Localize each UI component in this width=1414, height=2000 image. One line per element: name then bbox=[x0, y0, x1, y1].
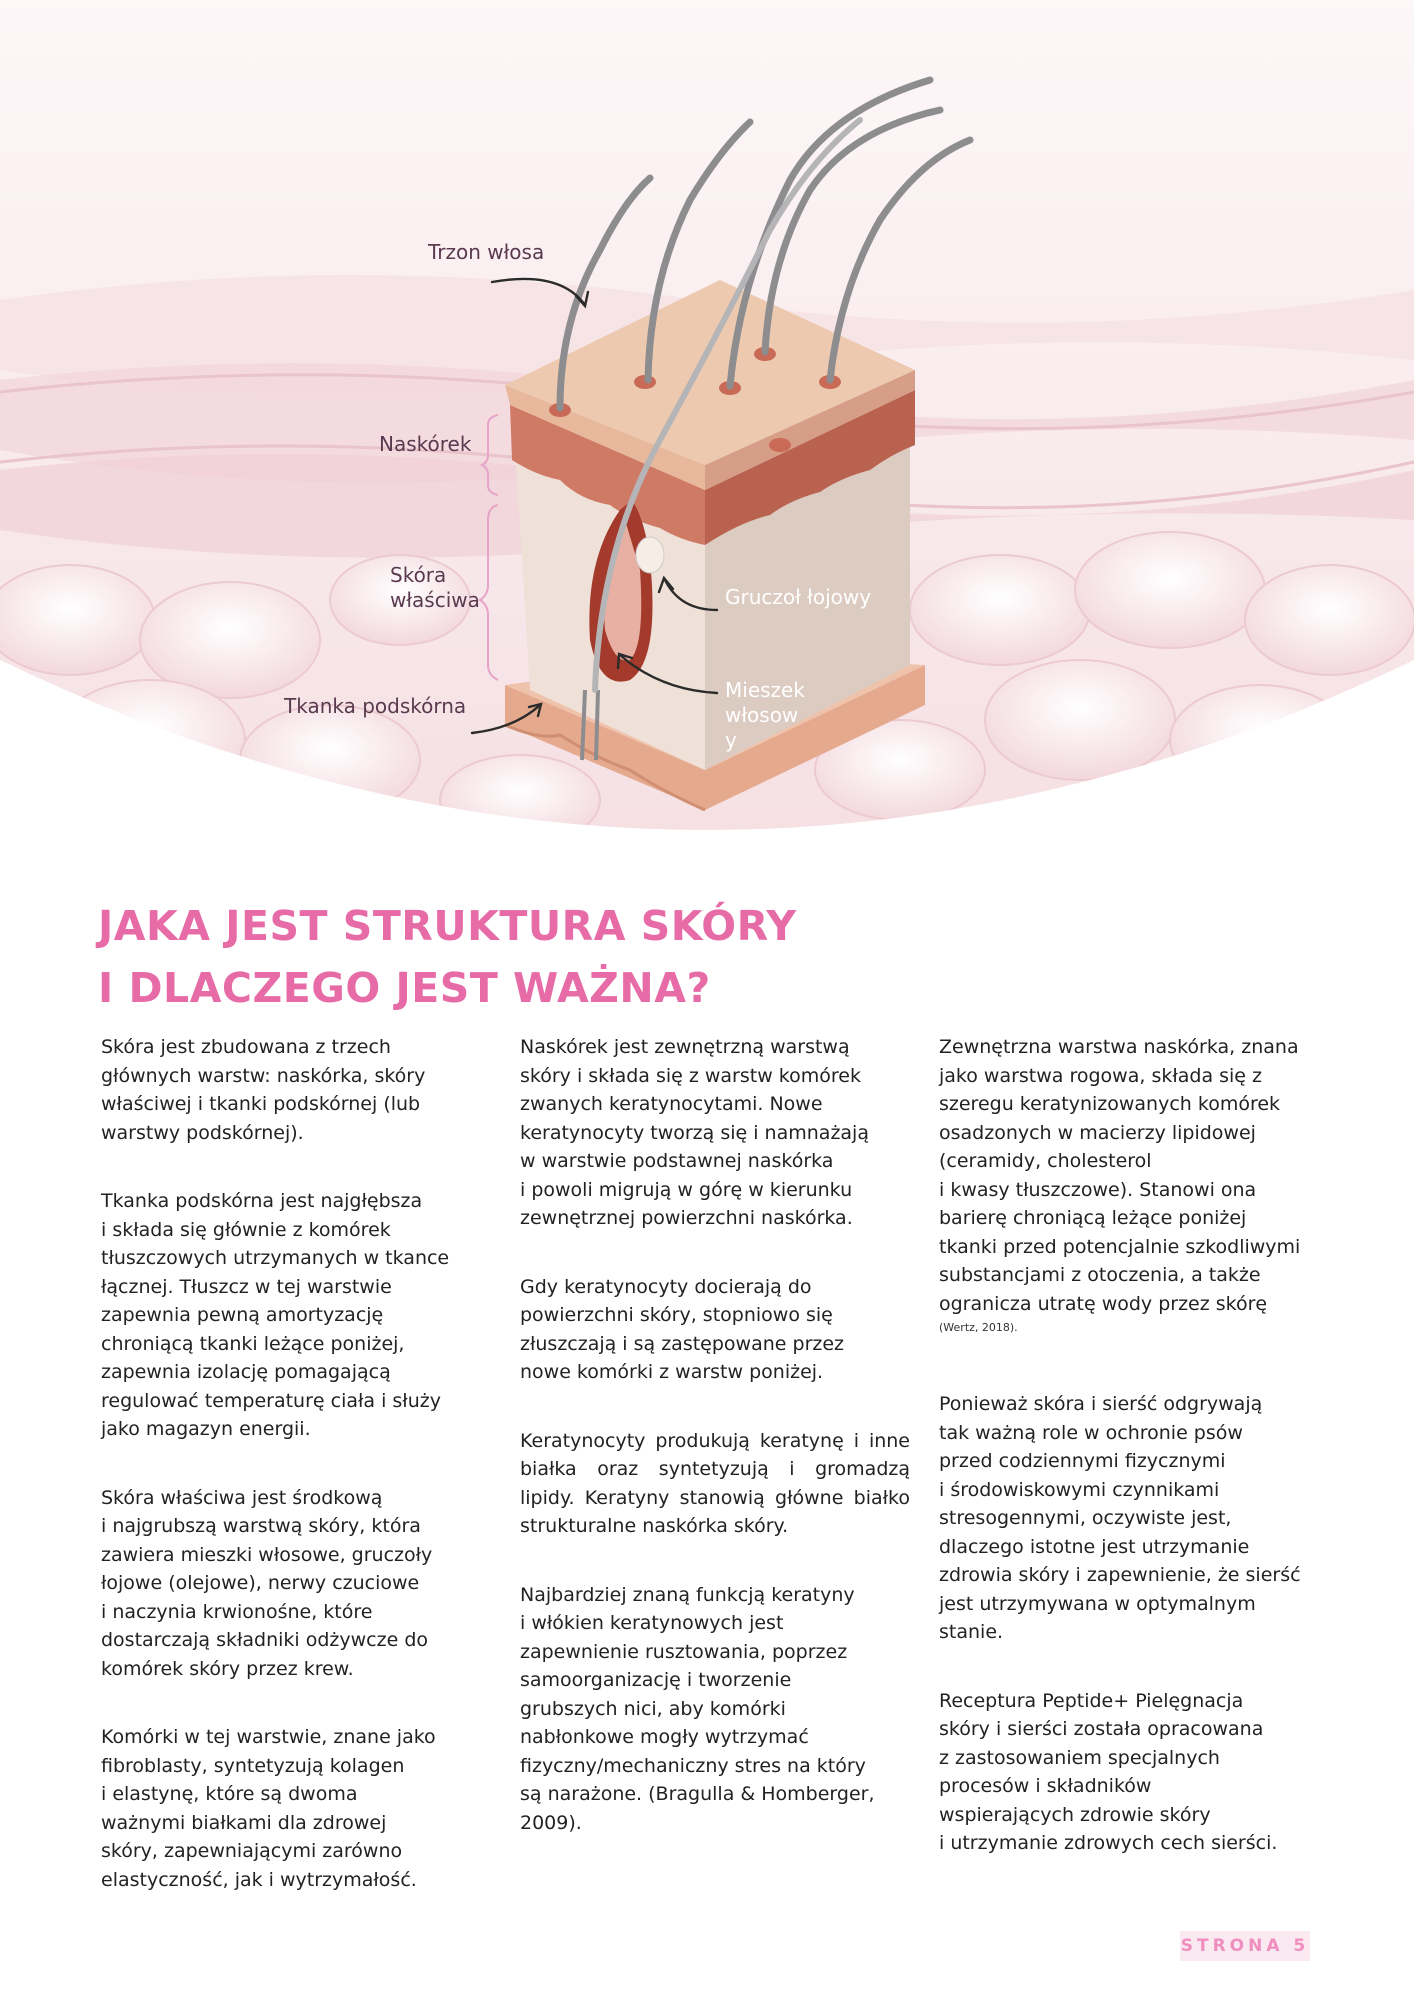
paragraph: Zewnętrzna warstwa naskórka, znana jako warstwa rogowa, składa się z szeregu keratynizowanych komórek osadzonych w macierzy lipidowej (ceramidy, cholesterol i kwasy tłuszczowe). Stanowi ona barierę chroniącą leżące poniżej tkanki przed potencjalnie szkodliwymi substancjami z otoczenia, a także ogranicza utratę wody przez skórę bbox=[939, 1036, 1301, 1315]
paragraph: Gdy keratynocyty docierają do powierzchni skóry, stopniowo się złuszczają i są zastępowane przez nowe komórki z warstw poniżej. bbox=[520, 1275, 845, 1383]
paragraph: Tkanka podskórna jest najgłębsza i składa się głównie z komórek tłuszczowych utrzymanych w tkance łącznej. Tłuszcz w tej warstwie zapewnia pewną amortyzację chroniącą tkanki leżące poniżej, zapewnia izolację pomagającą regulować temperaturę ciała i służy jako magazyn energii. bbox=[101, 1190, 450, 1440]
skin-block bbox=[505, 280, 925, 810]
paragraph: Skóra jest zbudowana z trzech głównych warstw: naskórka, skóry właściwej i tkanki podskórnej (lub warstwy podskórnej). bbox=[101, 1036, 426, 1144]
paragraph: Receptura Peptide+ Pielęgnacja skóry i sierści została opracowana z zastosowaniem specjalnych procesów i składników wspierających zdrowie skóry i utrzymanie zdrowych cech sierści. bbox=[939, 1689, 1278, 1854]
text-column-2 bbox=[520, 1033, 910, 1837]
page-title-line-2: I DLACZEGO JEST WAŻNA? bbox=[98, 964, 711, 1012]
label-dermis: Skóra właściwa bbox=[390, 563, 480, 612]
paragraph: Naskórek jest zewnętrzną warstwą skóry i składa się z warstw komórek zwanych keratynocytami. Nowe keratynocyty tworzą się i namnażają w warstwie podstawnej naskórka i powoli migrują w górę w kierunku zewnętrznej powierzchni naskórka. bbox=[520, 1036, 869, 1229]
paragraph: Skóra właściwa jest środkową i najgrubszą warstwą skóry, która zawiera mieszki włosowe, gruczoły łojowe (olejowe), nerwy czuciowe i naczynia krwionośne, które dostarczają składniki odżywcze do komórek skóry przez krew. bbox=[101, 1486, 433, 1680]
label-epidermis: Naskórek bbox=[379, 432, 472, 456]
paragraph: Keratynocyty produkują keratynę i inne białka oraz syntetyzują i gromadzą lipidy. Keratyny stanowią główne białko strukturalne naskórka skóry. bbox=[520, 1429, 910, 1537]
text-column-3 bbox=[939, 1033, 1349, 1858]
page-title bbox=[98, 895, 998, 1019]
label-hair-shaft: Trzon włosa bbox=[428, 240, 545, 264]
paragraph: Komórki w tej warstwie, znane jako fibroblasty, syntetyzują kolagen i elastynę, które są dwoma ważnymi białkami dla zdrowej skóry, zapewniającymi zarówno elastyczność, jak i wytrzymałość. bbox=[101, 1726, 436, 1891]
label-sebaceous-gland: Gruczoł łojowy bbox=[725, 585, 872, 609]
paragraph: Najbardziej znaną funkcją keratyny i włókien keratynowych jest zapewnienie rusztowania, poprzez samoorganizację i tworzenie grubszych nici, aby komórki nabłonkowe mogły wytrzymać fizyczny/mechaniczny stres na który są narażone. (Bragulla & Homberger, 2009). bbox=[520, 1583, 875, 1834]
citation: (Wertz, 2018). bbox=[939, 1321, 1018, 1334]
skin-structure-illustration bbox=[0, 0, 1414, 870]
page-number-badge: STRONA 5 bbox=[1180, 1931, 1310, 1961]
paragraph: Ponieważ skóra i sierść odgrywają tak ważną role w ochronie psów przed codziennymi fizycznymi i środowiskowymi czynnikami stresogennymi, oczywiste jest, dlaczego istotne jest utrzymanie zdrowia skóry i zapewnienie, że sierść jest utrzymywana w optymalnym stanie. bbox=[939, 1393, 1301, 1643]
page-title-line-1: JAKA JEST STRUKTURA SKÓRY bbox=[98, 902, 797, 950]
skin-diagram bbox=[0, 0, 1414, 870]
label-hair-follicle: Mieszek włosow y bbox=[725, 678, 805, 752]
label-subcutis: Tkanka podskórna bbox=[284, 694, 467, 718]
text-column-1 bbox=[101, 1033, 491, 1894]
